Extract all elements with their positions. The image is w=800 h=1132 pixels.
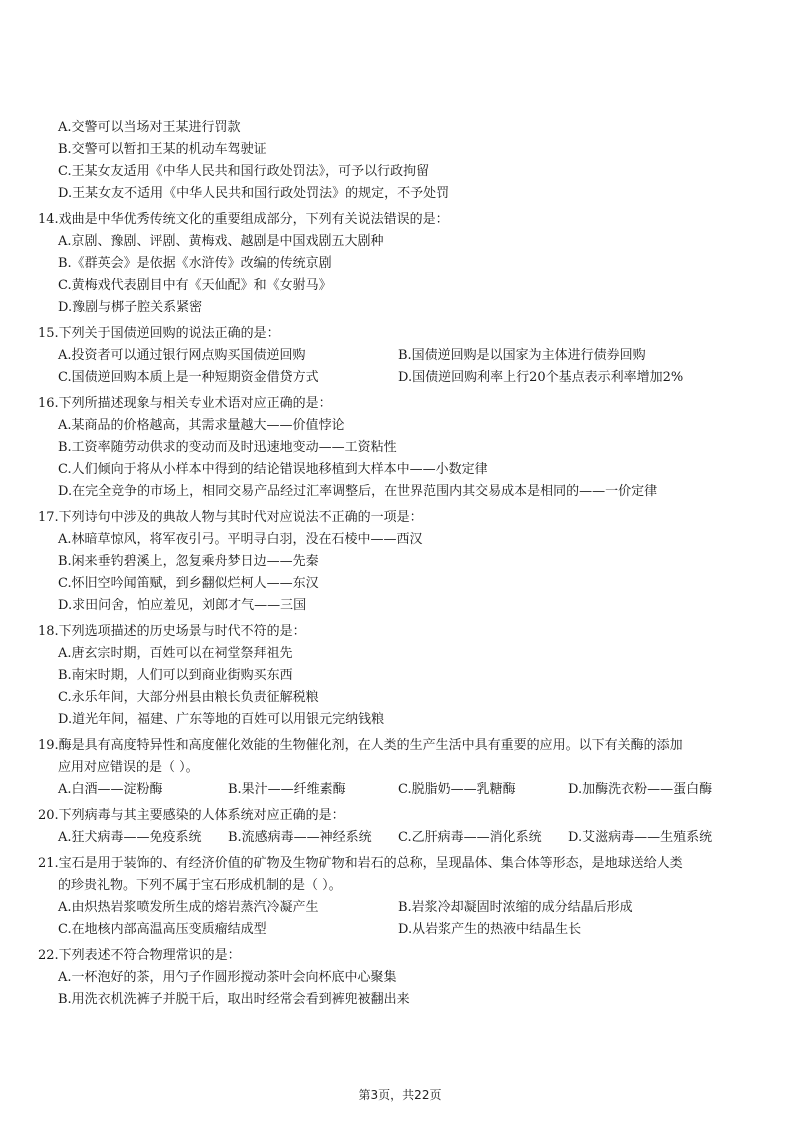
option-d: D.艾滋病毒——生殖系统 [568,830,713,845]
question-stem: 18.下列选项描述的历史场景与时代不符的是： [38,624,306,639]
option-row [38,367,768,389]
option-b: B.工资率随劳动供求的变动而及时迅速地变动——工资粘性 [58,440,397,455]
question-18 [38,621,768,731]
question-stem: 20.下列病毒与其主要感染的人体系统对应正确的是： [38,808,345,823]
option-a: A.狂犬病毒——免疫系统 [58,830,202,845]
question-stem: 16.下列所描述现象与相关专业术语对应正确的是： [38,396,332,411]
option-row [38,897,768,919]
option-d: D.加酶洗衣粉——蛋白酶 [568,782,713,797]
question-20 [38,805,768,849]
question-stem: 19.酶是具有高度特异性和高度催化效能的生物催化剂，在人类的生产生活中具有重要的应用。以下有关酶的添加 [38,738,683,753]
page-footer: 第3页，共22页 [358,1088,442,1102]
question-16 [38,393,768,503]
question-stem: 17.下列诗句中涉及的典故人物与其时代对应说法不正确的一项是： [38,510,423,525]
option-a: A.一杯泡好的茶，用勺子作圆形搅动茶叶会向杯底中心聚集 [58,970,397,985]
option-a: A.投资者可以通过银行网点购买国债逆回购 [58,348,306,363]
option-row [38,919,768,941]
option-b: B.《群英会》是依据《水浒传》改编的传统京剧 [58,256,332,271]
option-c: C.永乐年间，大部分州县由粮长负责征解税粮 [58,690,319,705]
option-d: D.从岩浆产生的热液中结晶生长 [398,922,582,937]
question-stem-continued: 应用对应错误的是（ ）。 [58,760,199,775]
question-stem: 21.宝石是用于装饰的、有经济价值的矿物及生物矿物和岩石的总称，呈现晶体、集合体等形态，是地球送给人类 [38,856,683,871]
question-stem: 15.下列关于国债逆回购的说法正确的是： [38,326,280,341]
option-c: C.黄梅戏代表剧目中有《天仙配》和《女驸马》 [58,278,332,293]
option-c: C.在地核内部高温高压变质瘤结成型 [58,922,267,937]
option-b: B.国债逆回购是以国家为主体进行债券回购 [398,348,646,363]
page-content [38,117,768,1015]
option-row [38,827,768,849]
option-b: B.岩浆冷却凝固时浓缩的成分结晶后形成 [398,900,633,915]
question-13-options [38,117,768,205]
option-row [38,779,768,801]
option-c: C.王某女友适用《中华人民共和国行政处罚法》，可予以行政拘留 [58,164,430,179]
option-row [38,345,768,367]
question-17 [38,507,768,617]
option-a: A.林暗草惊风，将军夜引弓。平明寻白羽，没在石棱中——西汉 [58,532,423,547]
option-b: B.闲来垂钓碧溪上，忽复乘舟梦日边——先秦 [58,554,319,569]
option-c: C.乙肝病毒——消化系统 [398,830,542,845]
option-a: A.京剧、豫剧、评剧、黄梅戏、越剧是中国戏剧五大剧种 [58,234,384,249]
question-22 [38,945,768,1011]
option-c: C.怀旧空吟闻笛赋，到乡翻似烂柯人——东汉 [58,576,319,591]
option-a: A.交警可以当场对王某进行罚款 [58,120,241,135]
option-a: A.白酒——淀粉酶 [58,782,163,797]
option-b: B.果汁——纤维素酶 [228,782,346,797]
option-d: D.国债逆回购利率上行20个基点表示利率增加2% [398,370,684,385]
question-stem: 22.下列表述不符合物理常识的是： [38,948,241,963]
option-d: D.道光年间，福建、广东等地的百姓可以用银元完纳钱粮 [58,712,385,727]
option-b: B.用洗衣机洗裤子并脱干后，取出时经常会看到裤兜被翻出来 [58,992,410,1007]
question-19 [38,735,768,801]
option-a: A.唐玄宗时期，百姓可以在祠堂祭拜祖先 [58,646,293,661]
question-stem-continued: 的珍贵礼物。下列不属于宝石形成机制的是（ ）。 [58,878,342,893]
option-a: A.由炽热岩浆喷发所生成的熔岩蒸汽冷凝产生 [58,900,319,915]
option-c: C.人们倾向于将从小样本中得到的结论错误地移植到大样本中——小数定律 [58,462,488,477]
question-15 [38,323,768,389]
question-14 [38,209,768,319]
option-a: A.某商品的价格越高，其需求量越大——价值悖论 [58,418,345,433]
option-b: B.流感病毒——神经系统 [228,830,372,845]
option-d: D.豫剧与梆子腔关系紧密 [58,300,203,315]
option-d: D.在完全竞争的市场上，相同交易产品经过汇率调整后，在世界范围内其交易成本是相同的——一价定律 [58,484,658,499]
option-d: D.王某女友不适用《中华人民共和国行政处罚法》的规定，不予处罚 [58,186,450,201]
option-b: B.南宋时期，人们可以到商业街购买东西 [58,668,293,683]
option-d: D.求田问舍，怕应羞见，刘郎才气——三国 [58,598,307,613]
option-b: B.交警可以暂扣王某的机动车驾驶证 [58,142,267,157]
option-c: C.国债逆回购本质上是一种短期资金借贷方式 [58,370,319,385]
option-c: C.脱脂奶——乳糖酶 [398,782,516,797]
question-stem: 14.戏曲是中华优秀传统文化的重要组成部分，下列有关说法错误的是： [38,212,449,227]
question-21 [38,853,768,941]
